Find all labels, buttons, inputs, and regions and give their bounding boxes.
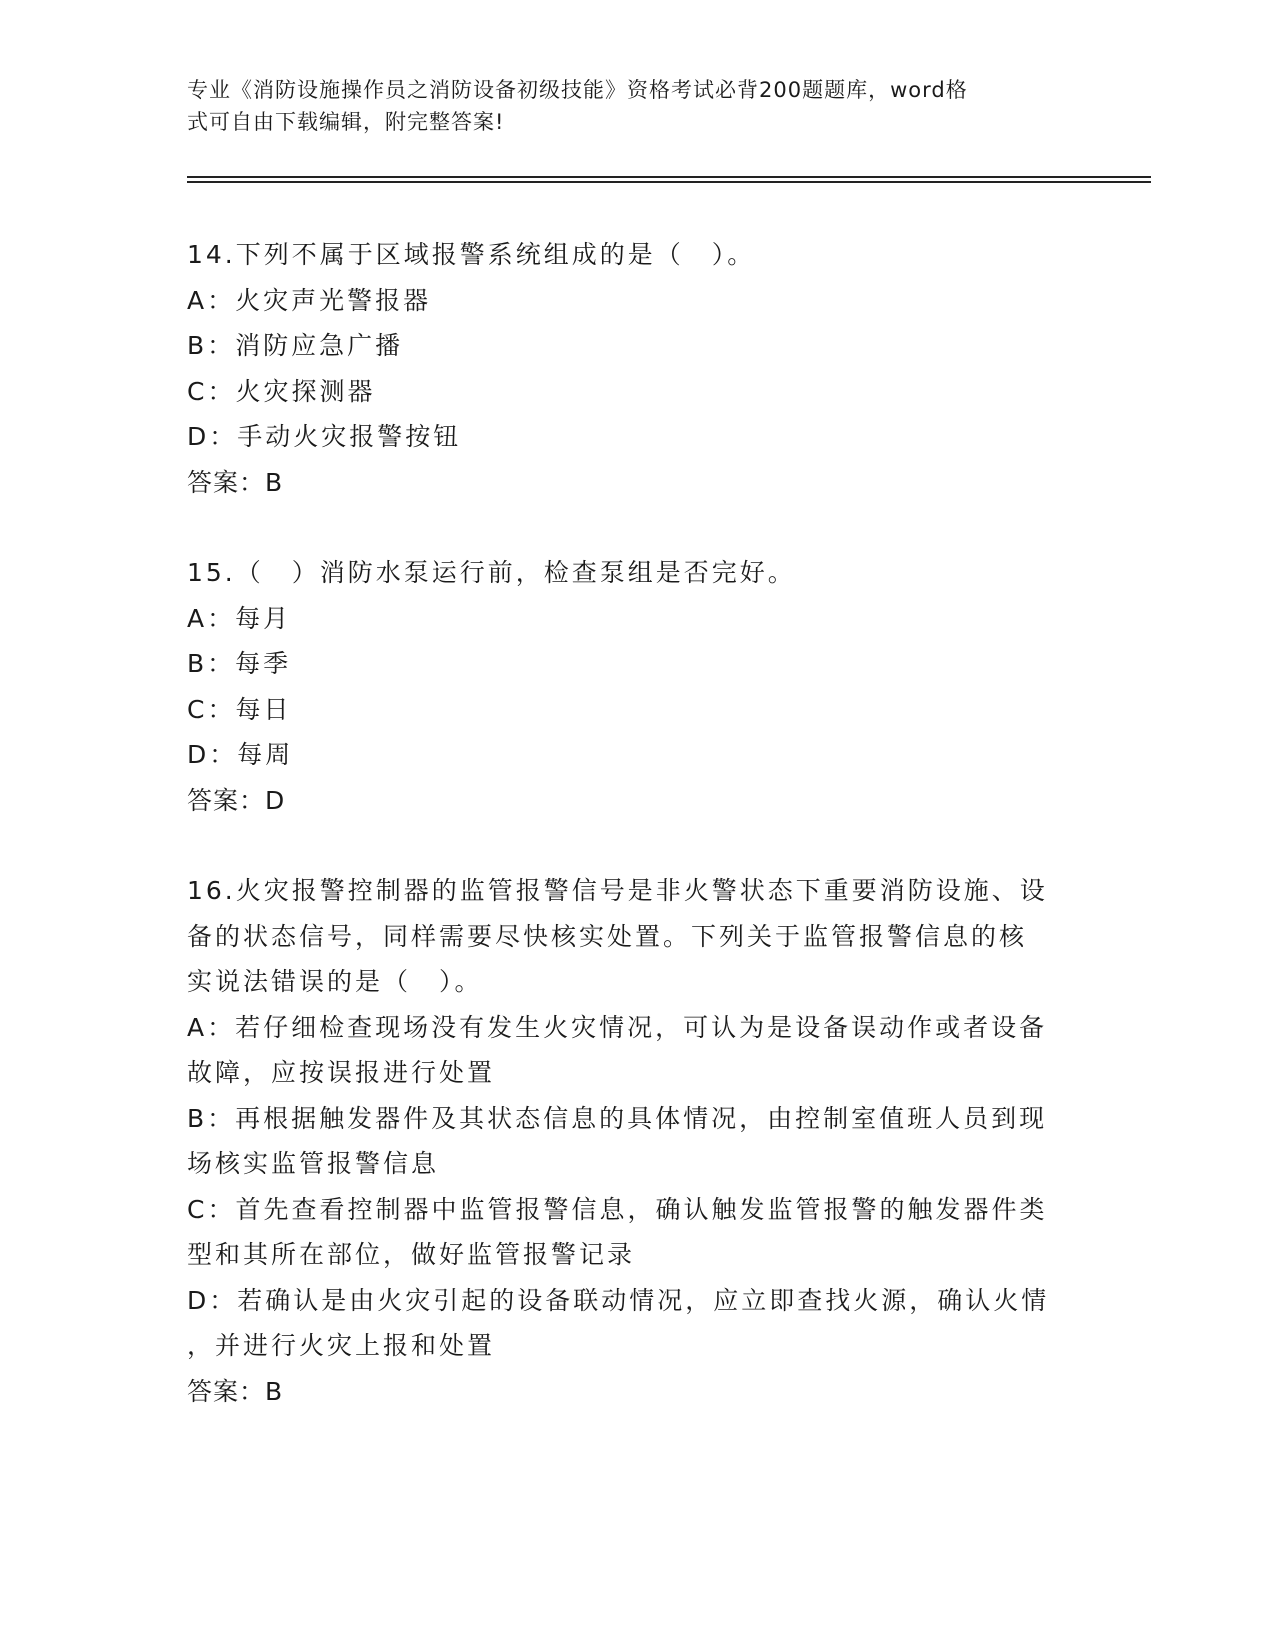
- option-c-line-1: C：首先查看控制器中监管报警信息，确认触发监管报警的触发器件类: [187, 1194, 1048, 1224]
- option-a-line-2: 故障，应按误报进行处置: [187, 1058, 496, 1087]
- option-c: C：火灾探测器: [187, 376, 376, 406]
- option-d-line-2: ，并进行火灾上报和处置: [187, 1331, 496, 1360]
- question-stem: 15.（ ）消防水泵运行前，检查泵组是否完好。: [187, 558, 796, 587]
- header-line-2: 式可自由下载编辑，附完整答案!: [187, 110, 505, 134]
- header-line-1: 专业《消防设施操作员之消防设备初级技能》资格考试必背200题题库，word格: [187, 78, 968, 102]
- option-b-line-1: B：再根据触发器件及其状态信息的具体情况，由控制室值班人员到现: [187, 1103, 1048, 1133]
- option-b: B：每季: [187, 649, 292, 678]
- answer: 答案：D: [187, 785, 286, 815]
- answer: 答案：B: [187, 467, 284, 497]
- option-b-line-2: 场核实监管报警信息: [187, 1149, 440, 1178]
- answer: 答案：B: [187, 1376, 284, 1406]
- question-14: [187, 232, 1067, 505]
- header-divider-top: [187, 176, 1151, 178]
- option-d: D：每周: [187, 740, 294, 769]
- question-stem-line-1: 16.火灾报警控制器的监管报警信号是非火警状态下重要消防设施、设: [187, 876, 1048, 905]
- header-divider-bottom: [187, 181, 1151, 183]
- option-c: C：每日: [187, 694, 292, 724]
- option-a: A：每月: [187, 603, 292, 633]
- option-a: A：火灾声光警报器: [187, 285, 432, 315]
- document-header: [187, 74, 1067, 138]
- question-15: [187, 550, 1067, 823]
- question-stem: 14.下列不属于区域报警系统组成的是（ ）。: [187, 240, 756, 269]
- option-d-line-1: D：若确认是由火灾引起的设备联动情况，应立即查找火源，确认火情: [187, 1285, 1050, 1315]
- option-b: B：消防应急广播: [187, 331, 404, 360]
- option-c-line-2: 型和其所在部位，做好监管报警记录: [187, 1240, 636, 1269]
- option-d: D：手动火灾报警按钮: [187, 422, 462, 451]
- question-stem-line-2: 备的状态信号，同样需要尽快核实处置。下列关于监管报警信息的核: [187, 921, 1028, 951]
- question-16: [187, 868, 1067, 1414]
- question-stem-line-3: 实说法错误的是（ ）。: [187, 967, 483, 996]
- option-a-line-1: A：若仔细检查现场没有发生火灾情况，可认为是设备误动作或者设备: [187, 1012, 1048, 1042]
